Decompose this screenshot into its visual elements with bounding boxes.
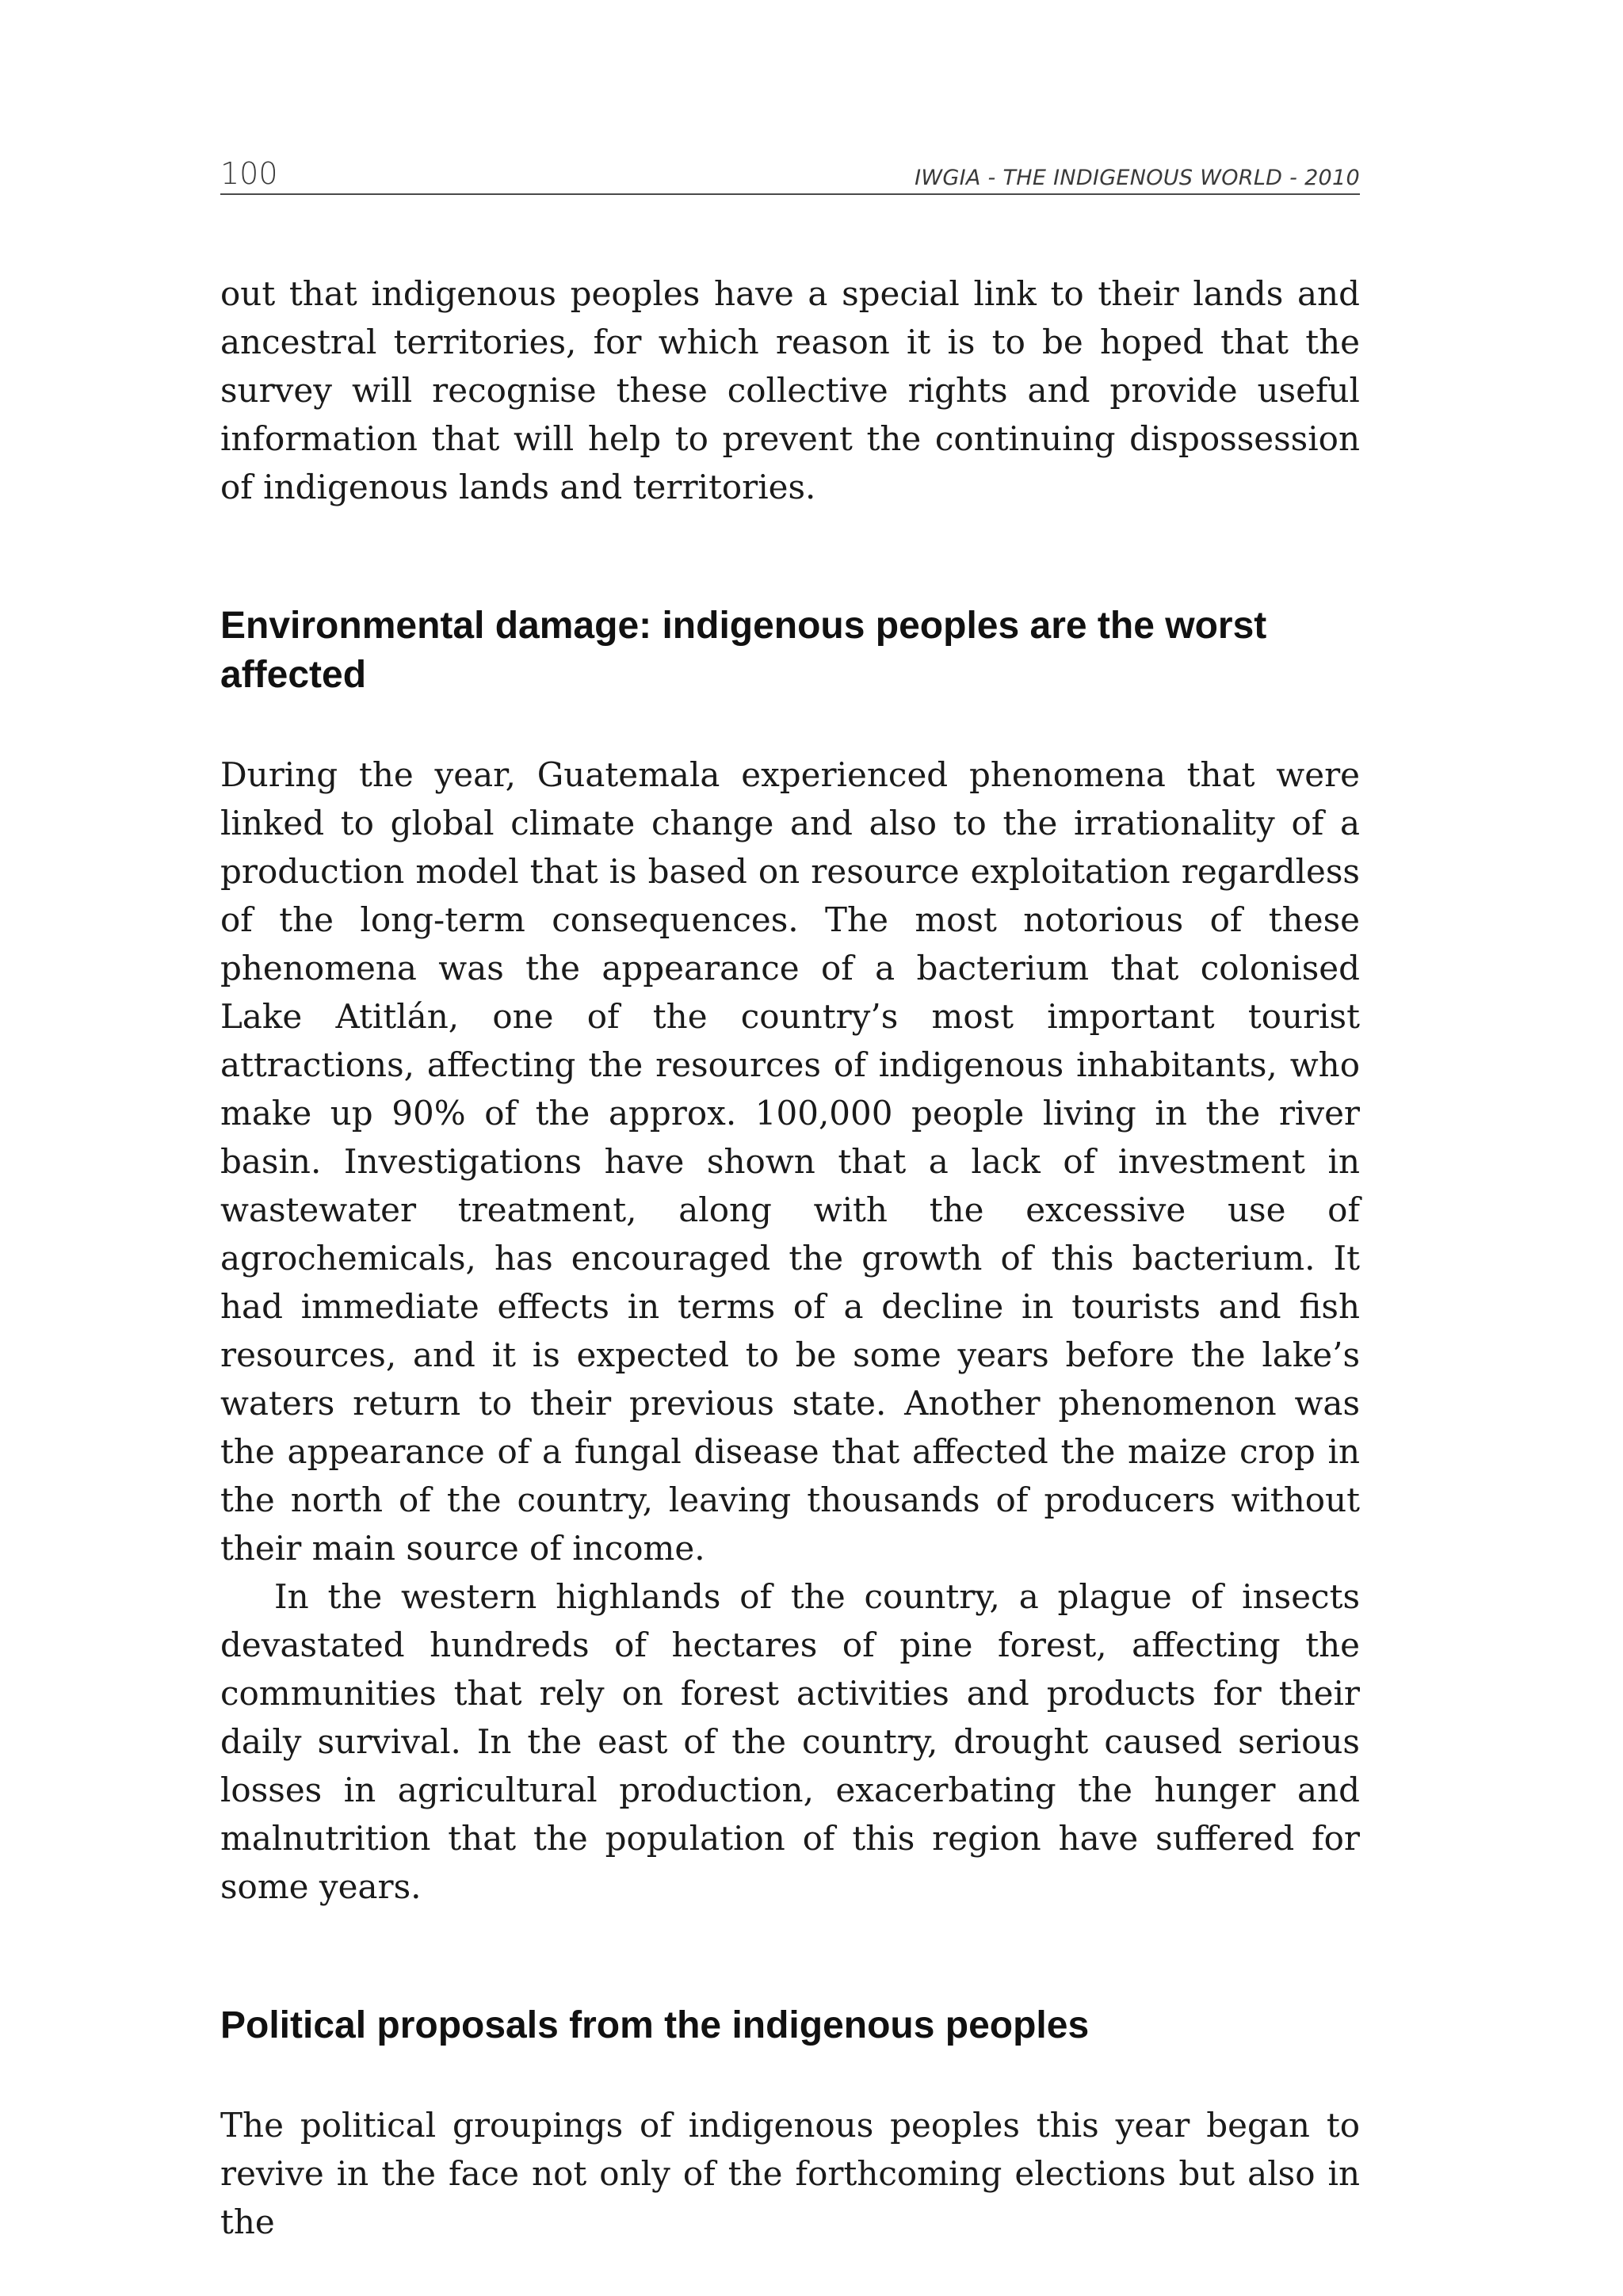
section-heading-environment: Environmental damage: indigenous peoples are the worst affected (220, 605, 1267, 696)
environment-paragraph-1: During the year, Guatemala experienced phenomena that were linked to global climate change and also to the irrationality of a production model that is based on resource exploitation regardless of the long-term consequences. The most notorious of these phenomena was the appearance of a bacterium that colonised Lake Atitlán, one of the country’s most important tourist attractions, affecting the resources of indigenous inhabitants, who make up 90% of the approx. 100,000 people living in the river basin. Investigations have shown that a lack of investment in wastewater treatment, along with the excessive use of agrochemicals, has encouraged the growth of this bacterium. It had immediate effects in terms of a decline in tourists and fish resources, and it is expected to be some years before the lake’s waters return to their previous state. Another phenomenon was the appearance of a fungal disease that affected the maize crop in the north of the country, leaving thousands of producers without their main source of income. (220, 755, 1360, 1568)
intro-paragraph: out that indigenous peoples have a special link to their lands and ancestral territories, for which reason it is to be hoped that the survey will recognise these collective rights and provide useful information that will help to prevent the continuing dispossession of indigenous lands and territories. (220, 274, 1360, 506)
political-paragraph-1: The political groupings of indigenous peoples this year began to revive in the face not only of the forthcoming elections but also in the (220, 2106, 1360, 2241)
page-number: 100 (220, 156, 278, 191)
body-text (220, 269, 1360, 2246)
publication-title: IWGIA - THE INDIGENOUS WORLD - 2010 (915, 166, 1360, 190)
running-header (220, 151, 1360, 195)
environment-paragraph-2: In the western highlands of the country, a plague of insects devastated hundreds of hectares of pine forest, affecting the communities that rely on forest activities and products for their daily survival. In the east of the country, drought caused serious losses in agricultural production, exacerbating the hunger and malnutrition that the population of this region have suffered for some years. (220, 1577, 1360, 1906)
section-heading-political: Political proposals from the indigenous peoples (220, 2004, 1090, 2046)
